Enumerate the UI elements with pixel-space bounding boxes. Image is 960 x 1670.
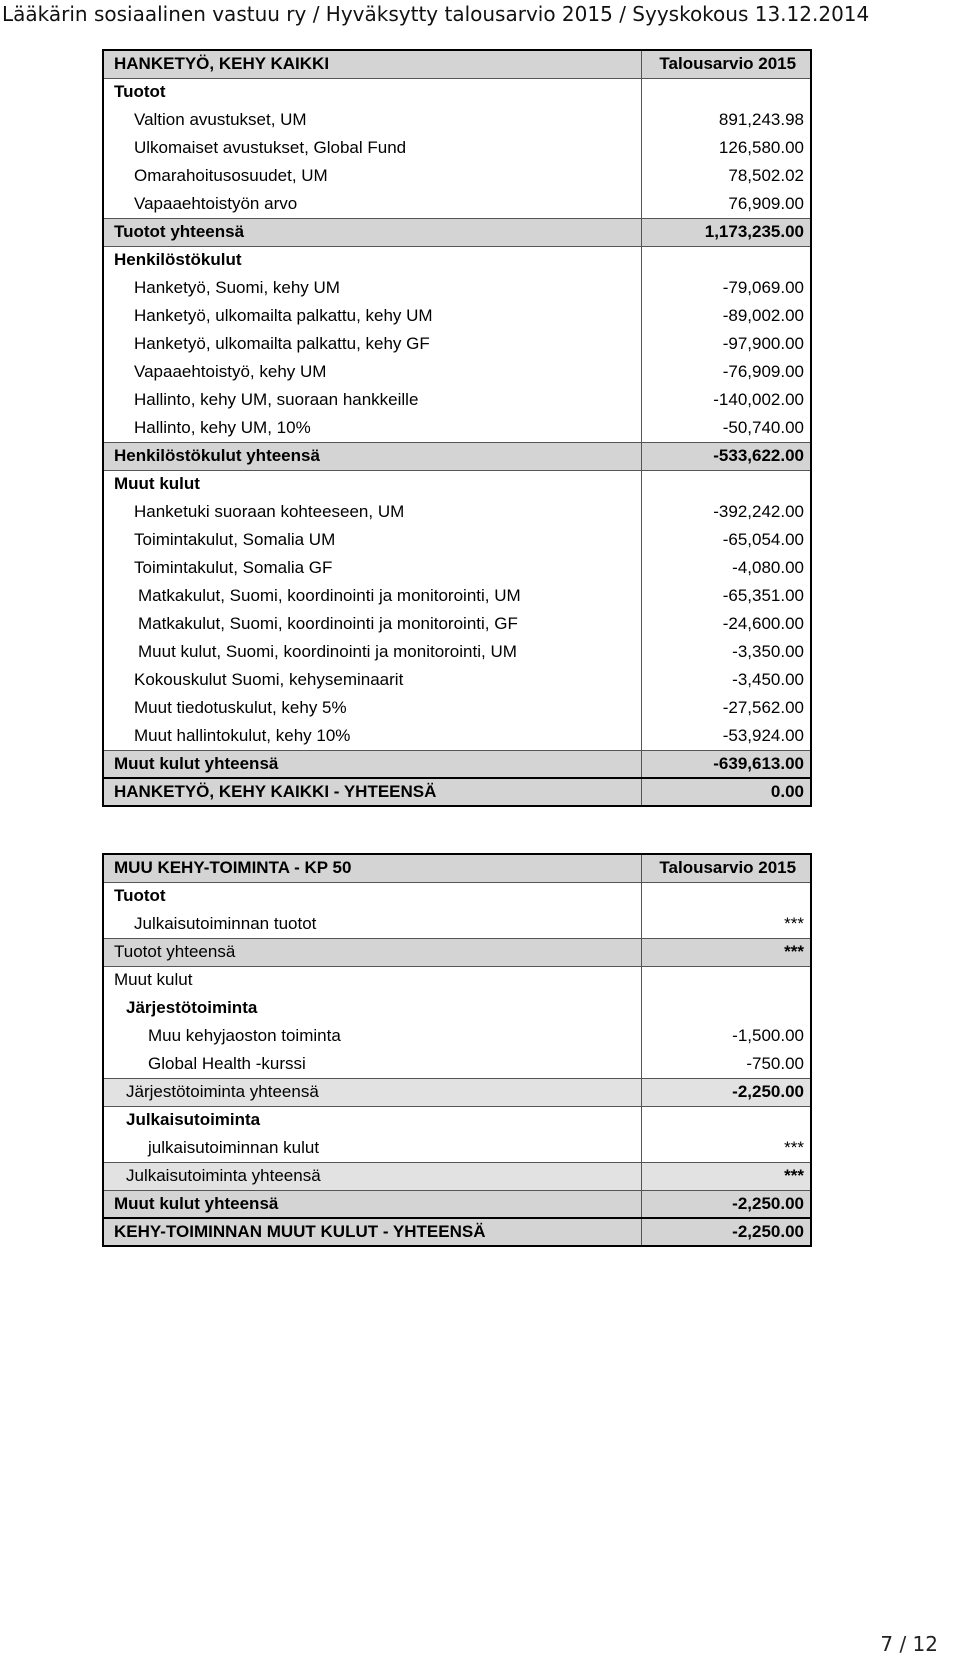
row-value: -24,600.00 bbox=[641, 610, 811, 638]
row-value: -89,002.00 bbox=[641, 302, 811, 330]
table-header-row bbox=[103, 854, 811, 882]
table-row bbox=[103, 526, 811, 554]
row-label: Muu kehyjaoston toiminta bbox=[103, 1022, 641, 1050]
row-value: -2,250.00 bbox=[641, 1218, 811, 1246]
grand-total-row bbox=[103, 778, 811, 806]
row-label: HANKETYÖ, KEHY KAIKKI - YHTEENSÄ bbox=[103, 778, 641, 806]
row-value: *** bbox=[641, 938, 811, 966]
row-value: *** bbox=[641, 1162, 811, 1190]
row-value: *** bbox=[641, 910, 811, 938]
row-label: Muut hallintokulut, kehy 10% bbox=[103, 722, 641, 750]
table-header-row bbox=[103, 50, 811, 78]
row-value bbox=[641, 966, 811, 994]
row-value: -2,250.00 bbox=[641, 1078, 811, 1106]
row-value: -639,613.00 bbox=[641, 750, 811, 778]
table-row bbox=[103, 190, 811, 218]
page-number: 7 / 12 bbox=[880, 1632, 938, 1656]
subsection-row bbox=[103, 994, 811, 1022]
row-value: -50,740.00 bbox=[641, 414, 811, 442]
table-row bbox=[103, 694, 811, 722]
section-row bbox=[103, 246, 811, 274]
row-value: -533,622.00 bbox=[641, 442, 811, 470]
row-value bbox=[641, 994, 811, 1022]
row-value bbox=[641, 1106, 811, 1134]
row-value: 0.00 bbox=[641, 778, 811, 806]
subtotal-row bbox=[103, 1078, 811, 1106]
section-row bbox=[103, 78, 811, 106]
document-header: Lääkärin sosiaalinen vastuu ry / Hyväksytty talousarvio 2015 / Syyskokous 13.12.2014 bbox=[2, 2, 870, 26]
subtotal-row bbox=[103, 218, 811, 246]
row-label: Hanketyö, Suomi, kehy UM bbox=[103, 274, 641, 302]
row-label: Muut tiedotuskulut, kehy 5% bbox=[103, 694, 641, 722]
table-row bbox=[103, 302, 811, 330]
row-value: -79,069.00 bbox=[641, 274, 811, 302]
row-value: -3,350.00 bbox=[641, 638, 811, 666]
section-row bbox=[103, 966, 811, 994]
table-row bbox=[103, 1134, 811, 1162]
subtotal-row bbox=[103, 938, 811, 966]
table-row bbox=[103, 162, 811, 190]
table-row bbox=[103, 666, 811, 694]
table-title: HANKETYÖ, KEHY KAIKKI bbox=[103, 50, 641, 78]
row-value bbox=[641, 882, 811, 910]
row-value: -140,002.00 bbox=[641, 386, 811, 414]
row-value: -97,900.00 bbox=[641, 330, 811, 358]
row-label: KEHY-TOIMINNAN MUUT KULUT - YHTEENSÄ bbox=[103, 1218, 641, 1246]
row-label: Järjestötoiminta yhteensä bbox=[103, 1078, 641, 1106]
subtotal-row bbox=[103, 1190, 811, 1218]
row-label: Muut kulut bbox=[103, 966, 641, 994]
table-row bbox=[103, 722, 811, 750]
row-value: -65,351.00 bbox=[641, 582, 811, 610]
table-row bbox=[103, 582, 811, 610]
table-row bbox=[103, 358, 811, 386]
row-label: Omarahoitusosuudet, UM bbox=[103, 162, 641, 190]
row-label: Matkakulut, Suomi, koordinointi ja monitorointi, GF bbox=[103, 610, 641, 638]
table-title: MUU KEHY-TOIMINTA - KP 50 bbox=[103, 854, 641, 882]
row-value: 76,909.00 bbox=[641, 190, 811, 218]
subtotal-row bbox=[103, 1162, 811, 1190]
row-value: 891,243.98 bbox=[641, 106, 811, 134]
table-row bbox=[103, 638, 811, 666]
table-row bbox=[103, 134, 811, 162]
table-row bbox=[103, 414, 811, 442]
section-row bbox=[103, 882, 811, 910]
row-value bbox=[641, 246, 811, 274]
budget-table-hanketyo bbox=[102, 49, 812, 807]
grand-total-row bbox=[103, 1218, 811, 1246]
row-label: Hanketuki suoraan kohteeseen, UM bbox=[103, 498, 641, 526]
row-label: Global Health -kurssi bbox=[103, 1050, 641, 1078]
row-label: Tuotot bbox=[103, 882, 641, 910]
row-label: Valtion avustukset, UM bbox=[103, 106, 641, 134]
table-row bbox=[103, 554, 811, 582]
subsection-row bbox=[103, 1106, 811, 1134]
row-value: -76,909.00 bbox=[641, 358, 811, 386]
subtotal-row bbox=[103, 442, 811, 470]
row-value bbox=[641, 78, 811, 106]
table-row bbox=[103, 1022, 811, 1050]
row-label: Muut kulut, Suomi, koordinointi ja monitorointi, UM bbox=[103, 638, 641, 666]
table-row bbox=[103, 1050, 811, 1078]
table-row bbox=[103, 498, 811, 526]
row-label: Järjestötoiminta bbox=[103, 994, 641, 1022]
row-value: -53,924.00 bbox=[641, 722, 811, 750]
row-value: -1,500.00 bbox=[641, 1022, 811, 1050]
row-label: Ulkomaiset avustukset, Global Fund bbox=[103, 134, 641, 162]
table-row bbox=[103, 386, 811, 414]
row-label: Tuotot bbox=[103, 78, 641, 106]
row-label: Kokouskulut Suomi, kehyseminaarit bbox=[103, 666, 641, 694]
row-label: Muut kulut bbox=[103, 470, 641, 498]
table-row bbox=[103, 330, 811, 358]
table-row bbox=[103, 610, 811, 638]
row-label: Henkilöstökulut bbox=[103, 246, 641, 274]
row-label: Tuotot yhteensä bbox=[103, 218, 641, 246]
row-label: Matkakulut, Suomi, koordinointi ja monitorointi, UM bbox=[103, 582, 641, 610]
row-label: Hallinto, kehy UM, suoraan hankkeille bbox=[103, 386, 641, 414]
row-label: Tuotot yhteensä bbox=[103, 938, 641, 966]
row-value: -3,450.00 bbox=[641, 666, 811, 694]
row-value: 1,173,235.00 bbox=[641, 218, 811, 246]
row-value bbox=[641, 470, 811, 498]
row-value: 126,580.00 bbox=[641, 134, 811, 162]
row-value: -27,562.00 bbox=[641, 694, 811, 722]
row-label: Julkaisutoiminta bbox=[103, 1106, 641, 1134]
section-row bbox=[103, 470, 811, 498]
row-value: -2,250.00 bbox=[641, 1190, 811, 1218]
row-label: Toimintakulut, Somalia GF bbox=[103, 554, 641, 582]
row-label: Julkaisutoiminta yhteensä bbox=[103, 1162, 641, 1190]
row-label: Toimintakulut, Somalia UM bbox=[103, 526, 641, 554]
column-header: Talousarvio 2015 bbox=[641, 50, 811, 78]
row-value: -65,054.00 bbox=[641, 526, 811, 554]
table-row bbox=[103, 106, 811, 134]
row-value: -750.00 bbox=[641, 1050, 811, 1078]
row-label: Vapaaehtoistyö, kehy UM bbox=[103, 358, 641, 386]
row-label: Henkilöstökulut yhteensä bbox=[103, 442, 641, 470]
table-row bbox=[103, 910, 811, 938]
subtotal-row bbox=[103, 750, 811, 778]
row-value: *** bbox=[641, 1134, 811, 1162]
row-label: julkaisutoiminnan kulut bbox=[103, 1134, 641, 1162]
row-label: Muut kulut yhteensä bbox=[103, 750, 641, 778]
row-label: Hanketyö, ulkomailta palkattu, kehy GF bbox=[103, 330, 641, 358]
row-label: Julkaisutoiminnan tuotot bbox=[103, 910, 641, 938]
row-value: -4,080.00 bbox=[641, 554, 811, 582]
budget-table-muu-kehy bbox=[102, 853, 812, 1247]
row-label: Hanketyö, ulkomailta palkattu, kehy UM bbox=[103, 302, 641, 330]
table-row bbox=[103, 274, 811, 302]
column-header: Talousarvio 2015 bbox=[641, 854, 811, 882]
row-value: -392,242.00 bbox=[641, 498, 811, 526]
row-value: 78,502.02 bbox=[641, 162, 811, 190]
row-label: Hallinto, kehy UM, 10% bbox=[103, 414, 641, 442]
row-label: Vapaaehtoistyön arvo bbox=[103, 190, 641, 218]
row-label: Muut kulut yhteensä bbox=[103, 1190, 641, 1218]
